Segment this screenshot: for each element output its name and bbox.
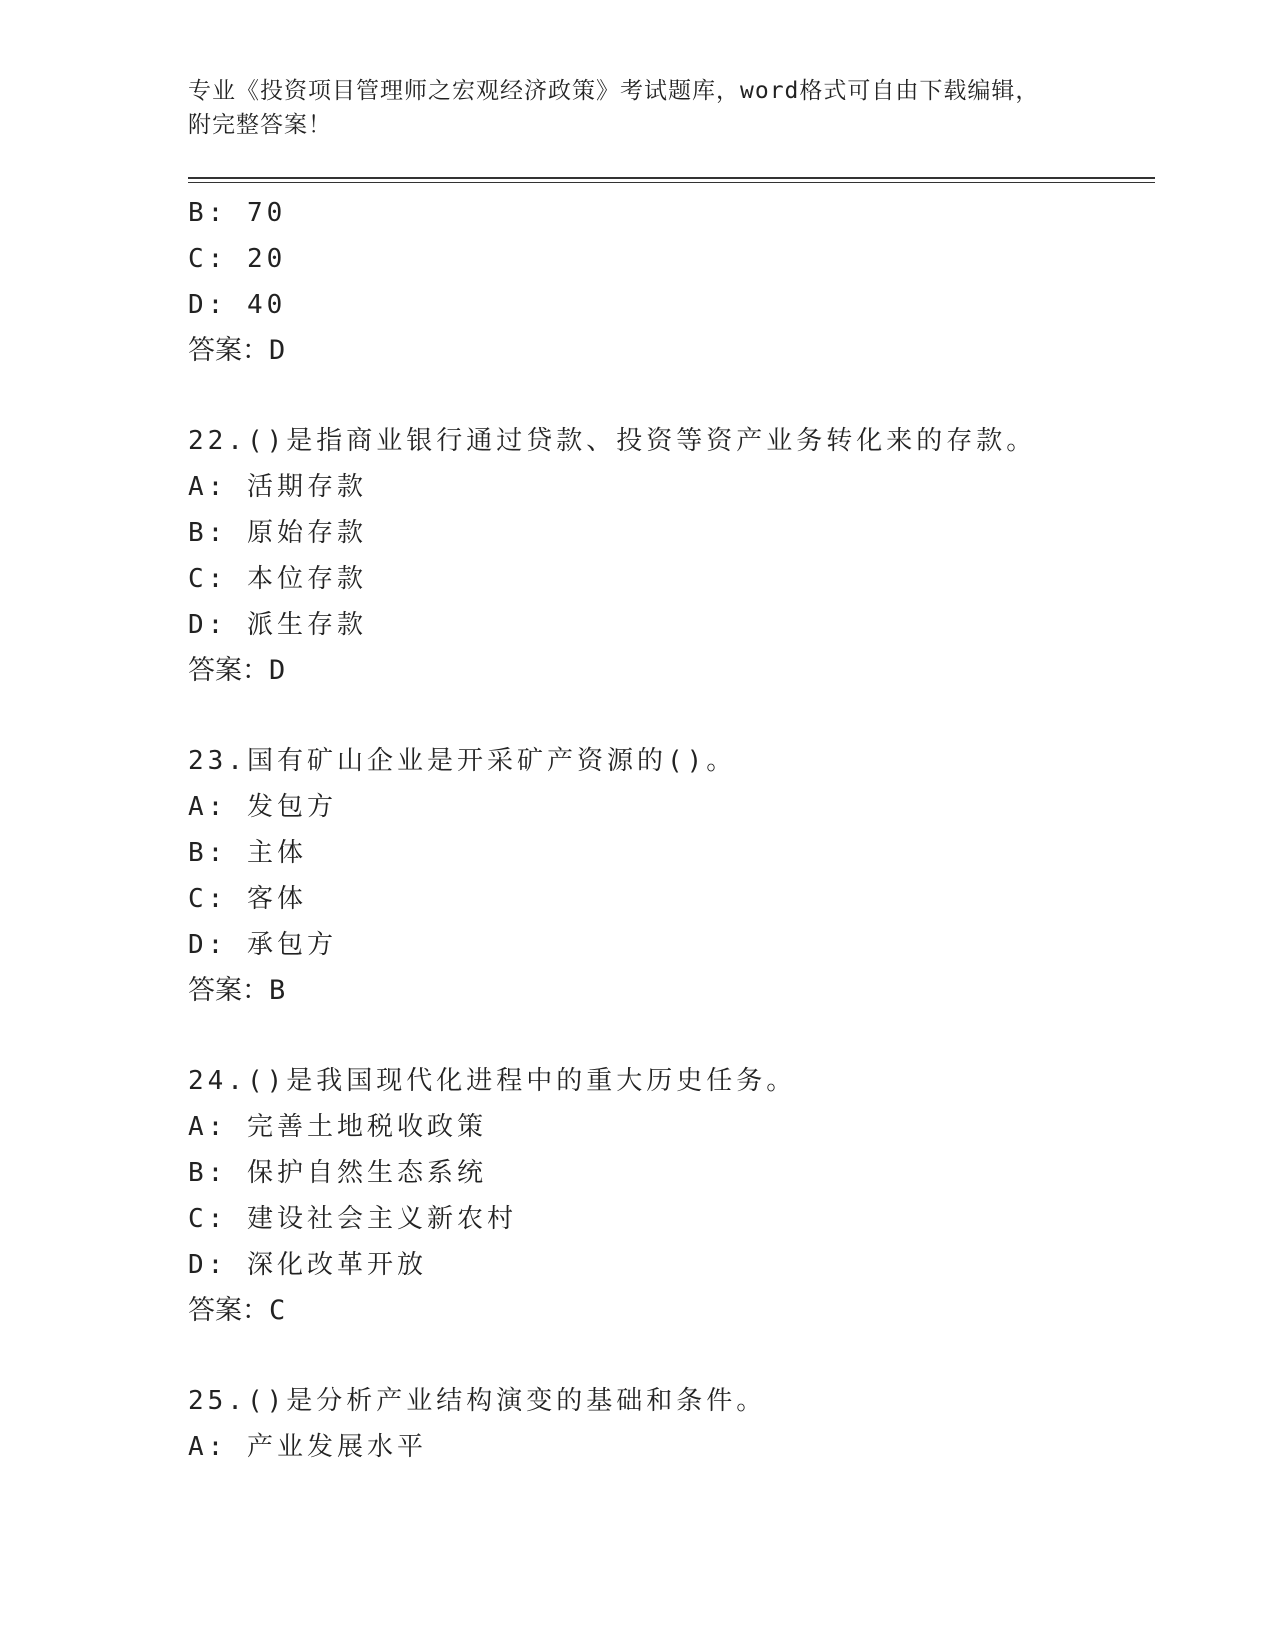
question-block-continued: [188, 190, 1155, 374]
option-b: B: 保护自然生态系统: [188, 1158, 487, 1188]
option-c: C: 20: [188, 244, 287, 274]
option-c: C: 本位存款: [188, 564, 367, 594]
option-b: B: 原始存款: [188, 518, 367, 548]
header-divider-thin: [188, 182, 1155, 183]
question-block: [188, 738, 1155, 1014]
answer-line: [188, 968, 1155, 1014]
header-divider-thick: [188, 177, 1155, 179]
question-text: 23.国有矿山企业是开采矿产资源的()。: [188, 746, 737, 776]
option-d: D: 40: [188, 290, 287, 320]
option-d: D: 派生存款: [188, 610, 367, 640]
option-a: A: 活期存款: [188, 472, 367, 502]
question-block: [188, 1378, 1155, 1470]
answer-label: 答案：: [188, 335, 269, 366]
question-text: 22.()是指商业银行通过贷款、投资等资产业务转化来的存款。: [188, 426, 1037, 456]
header-line-1: 专业《投资项目管理师之宏观经济政策》考试题库，word格式可自由下载编辑，: [188, 78, 1040, 104]
option-a: A: 完善土地税收政策: [188, 1112, 487, 1142]
answer-label: 答案：: [188, 975, 269, 1006]
answer-line: [188, 328, 1155, 374]
question-block: [188, 1058, 1155, 1334]
question-text: 25.()是分析产业结构演变的基础和条件。: [188, 1386, 767, 1416]
answer-label: 答案：: [188, 1295, 269, 1326]
answer-value: B: [269, 975, 286, 1006]
answer-label: 答案：: [188, 655, 269, 686]
answer-value: C: [269, 1295, 286, 1326]
answer-line: [188, 648, 1155, 694]
answer-line: [188, 1288, 1155, 1334]
question-text: 24.()是我国现代化进程中的重大历史任务。: [188, 1066, 797, 1096]
document-header: [188, 74, 1088, 142]
option-b: B: 主体: [188, 838, 307, 868]
option-d: D: 深化改革开放: [188, 1250, 427, 1280]
option-c: C: 建设社会主义新农村: [188, 1204, 517, 1234]
answer-value: D: [269, 655, 286, 686]
option-c: C: 客体: [188, 884, 307, 914]
option-a: A: 发包方: [188, 792, 337, 822]
option-d: D: 承包方: [188, 930, 337, 960]
header-line-2: 附完整答案！: [188, 112, 332, 138]
answer-value: D: [269, 335, 286, 366]
option-b: B: 70: [188, 198, 287, 228]
question-list: [188, 190, 1155, 1470]
option-a: A: 产业发展水平: [188, 1432, 427, 1462]
question-block: [188, 418, 1155, 694]
